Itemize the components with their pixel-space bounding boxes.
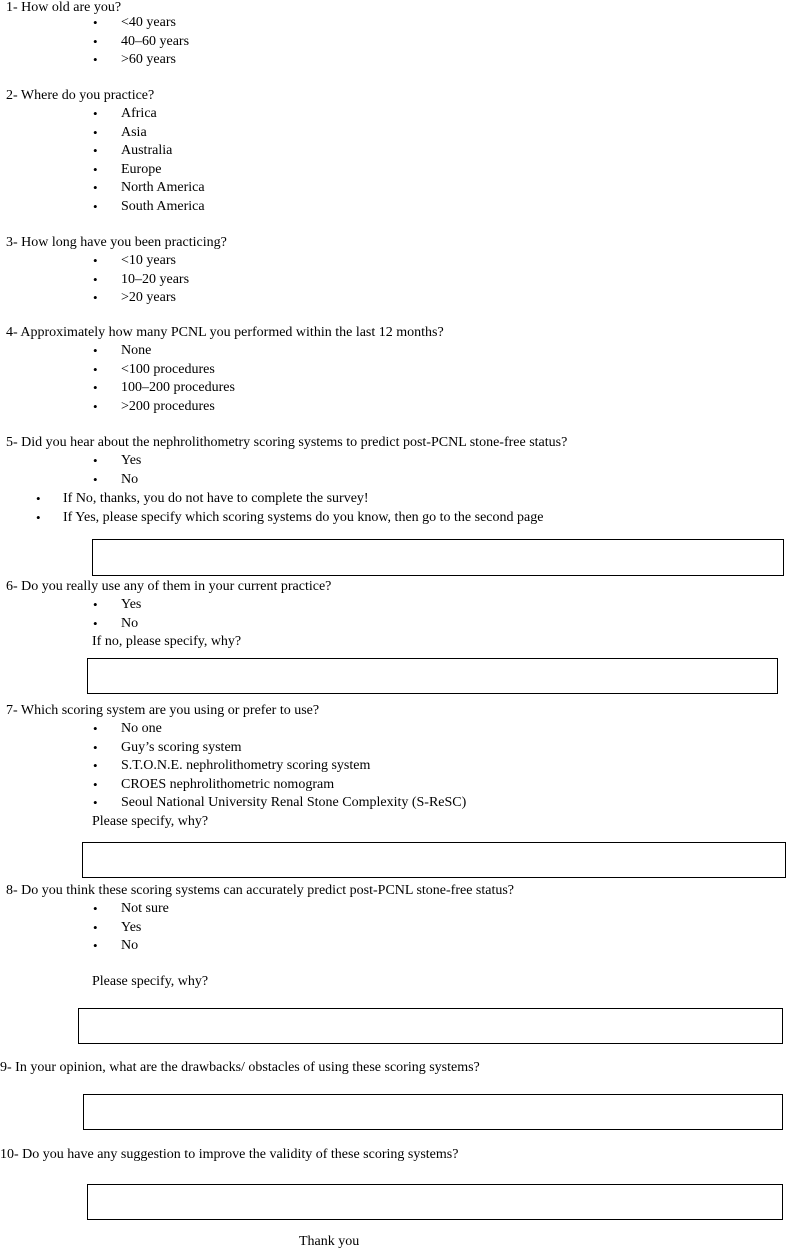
option-40-60[interactable]: • 40–60 years <box>93 33 189 52</box>
option-stone-scoring-system[interactable]: • S.T.O.N.E. nephrolithometry scoring system <box>93 757 466 776</box>
question-6-followup: If no, please specify, why? <box>92 634 242 649</box>
option-no[interactable]: • No <box>93 471 141 490</box>
question-5: 5- Did you hear about the nephrolithometry scoring systems to predict post-PCNL stone-free status? <box>6 435 568 450</box>
option-europe[interactable]: • Europe <box>93 161 205 180</box>
question-8-followup: Please specify, why? <box>92 974 209 989</box>
option-over-60[interactable]: • >60 years <box>93 51 189 70</box>
option-under-100[interactable]: • <100 procedures <box>93 361 235 380</box>
question-1-options <box>93 14 189 70</box>
option-yes[interactable]: • Yes <box>93 452 141 471</box>
answer-box-question-10[interactable] <box>87 1184 783 1220</box>
option-100-200[interactable]: • 100–200 procedures <box>93 379 235 398</box>
answer-box-question-8[interactable] <box>78 1008 783 1044</box>
option-s-resc[interactable]: • Seoul National University Renal Stone Complexity (S-ReSC) <box>93 794 466 813</box>
option-none[interactable]: • None <box>93 342 235 361</box>
option-north-america[interactable]: • North America <box>93 179 205 198</box>
question-8: 8- Do you think these scoring systems can accurately predict post-PCNL stone-free status? <box>6 883 515 898</box>
option-south-america[interactable]: • South America <box>93 198 205 217</box>
option-yes[interactable]: • Yes <box>93 919 169 938</box>
answer-box-question-5[interactable] <box>92 539 784 576</box>
option-no[interactable]: • No <box>93 937 169 956</box>
question-7: 7- Which scoring system are you using or prefer to use? <box>6 703 320 718</box>
option-no-one[interactable]: • No one <box>93 720 466 739</box>
question-6: 6- Do you really use any of them in your current practice? <box>6 579 332 594</box>
answer-box-question-9[interactable] <box>83 1094 783 1130</box>
answer-box-question-6[interactable] <box>87 658 778 694</box>
option-no[interactable]: • No <box>93 615 141 634</box>
question-2-options <box>93 105 205 217</box>
option-over-20-years[interactable]: • >20 years <box>93 289 189 308</box>
question-6-options <box>93 596 141 633</box>
question-9: 9- In your opinion, what are the drawbacks/ obstacles of using these scoring systems? <box>0 1060 480 1075</box>
answer-box-question-7[interactable] <box>82 842 786 878</box>
option-africa[interactable]: • Africa <box>93 105 205 124</box>
question-7-followup: Please specify, why? <box>92 814 209 829</box>
closing-thank-you: Thank you <box>299 1234 360 1249</box>
note-if-yes: • If Yes, please specify which scoring systems do you know, then go to the second page <box>36 508 543 527</box>
option-under-10-years[interactable]: • <10 years <box>93 252 189 271</box>
option-australia[interactable]: • Australia <box>93 142 205 161</box>
question-3-options <box>93 252 189 308</box>
option-asia[interactable]: • Asia <box>93 124 205 143</box>
question-8-options <box>93 900 169 956</box>
option-under-40[interactable]: • <40 years <box>93 14 189 33</box>
option-guys-scoring-system[interactable]: • Guy’s scoring system <box>93 739 466 758</box>
question-3: 3- How long have you been practicing? <box>6 235 227 250</box>
option-not-sure[interactable]: • Not sure <box>93 900 169 919</box>
question-4-options <box>93 342 235 416</box>
question-7-options <box>93 720 466 813</box>
question-10: 10- Do you have any suggestion to improve the validity of these scoring systems? <box>0 1147 459 1162</box>
option-10-20-years[interactable]: • 10–20 years <box>93 271 189 290</box>
question-1: 1- How old are you? <box>6 0 122 15</box>
option-over-200[interactable]: • >200 procedures <box>93 398 235 417</box>
question-4: 4- Approximately how many PCNL you performed within the last 12 months? <box>6 325 444 340</box>
option-yes[interactable]: • Yes <box>93 596 141 615</box>
option-croes-nomogram[interactable]: • CROES nephrolithometric nomogram <box>93 776 466 795</box>
question-2: 2- Where do you practice? <box>6 88 155 103</box>
question-5-notes <box>36 489 543 527</box>
note-if-no: • If No, thanks, you do not have to complete the survey! <box>36 489 543 508</box>
question-5-options <box>93 452 141 489</box>
